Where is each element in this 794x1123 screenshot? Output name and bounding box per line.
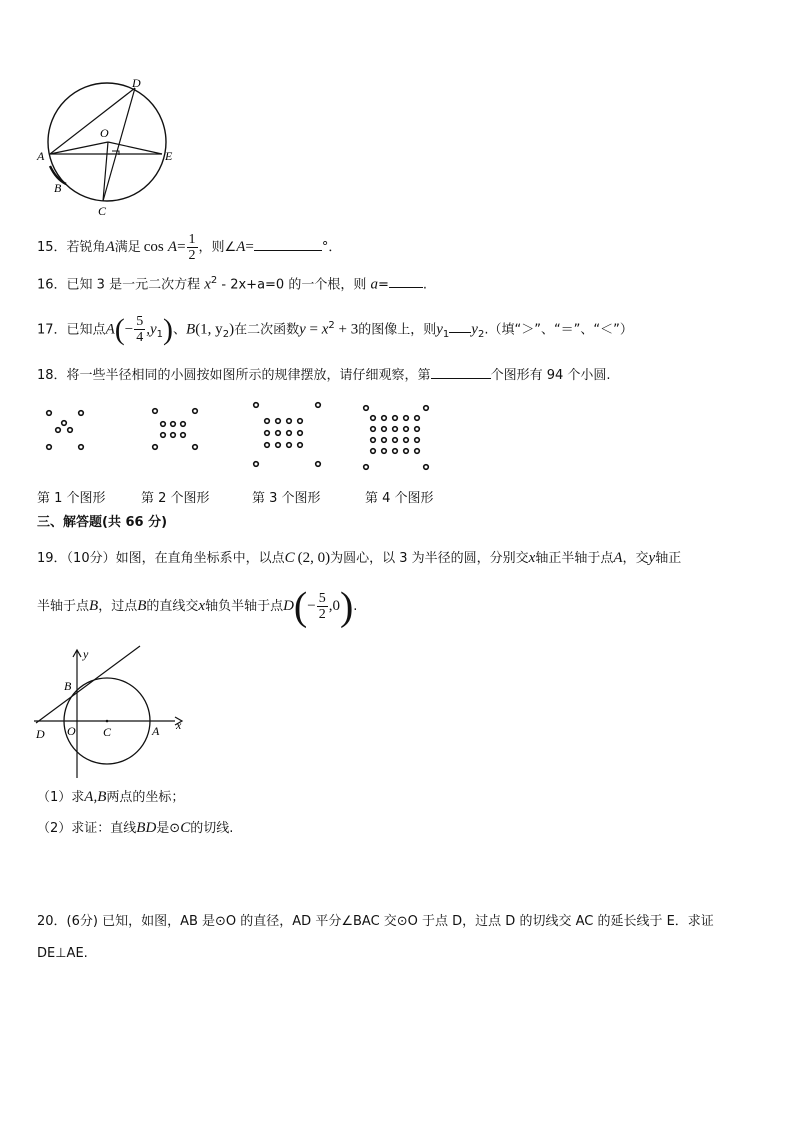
small-circle	[265, 419, 270, 424]
q15-frac-num: 1	[188, 232, 196, 247]
small-circle	[254, 403, 259, 408]
small-circle	[287, 431, 292, 436]
q17-text5: .（填“＞”、“＝”、“＜”）	[484, 322, 633, 338]
small-circle	[382, 416, 387, 421]
small-circle	[382, 427, 387, 432]
question-17	[37, 311, 633, 350]
q16-text4: .	[422, 277, 428, 293]
q17-y1: y	[436, 321, 443, 338]
q17-sub1: 1	[156, 328, 163, 340]
small-circle	[79, 445, 84, 450]
label-d: D	[132, 76, 141, 90]
small-circle	[276, 443, 281, 448]
q19-var-x: x	[528, 550, 536, 566]
small-circle	[404, 416, 409, 421]
small-circle	[316, 403, 321, 408]
q17-text1: 已知点	[66, 322, 106, 338]
small-circle	[47, 445, 52, 450]
q19-text1: 如图，在直角坐标系中，以点	[115, 551, 285, 566]
q17-paren-open: (	[114, 312, 125, 346]
q16-var-a: a	[370, 276, 378, 293]
q15-answer-blank[interactable]	[254, 236, 322, 251]
small-circle	[364, 406, 369, 411]
q18-answer-blank[interactable]	[431, 364, 491, 379]
small-circle	[153, 445, 158, 450]
label-a: A	[37, 149, 45, 163]
small-circle	[265, 443, 270, 448]
q18-number: 18．	[37, 368, 67, 383]
q17-number: 17．	[37, 322, 67, 338]
q19-var-y: y	[648, 550, 656, 566]
label-x: x	[176, 718, 182, 732]
q19-l2-end: .	[353, 599, 358, 614]
question-19-sub1	[37, 787, 184, 808]
small-circle	[415, 416, 420, 421]
small-circle	[193, 409, 198, 414]
small-circle	[404, 427, 409, 432]
question-16	[37, 271, 427, 295]
q17-fraction	[134, 314, 145, 345]
small-circle	[393, 449, 398, 454]
q17-y2-sub: 2	[477, 328, 485, 340]
q15-cos: cos	[143, 239, 164, 255]
q15-var-a2: A	[167, 239, 178, 255]
small-circle	[393, 416, 398, 421]
q16-text2: 的一个根，则	[284, 277, 371, 293]
q19-sub2-text: （2）求证：直线	[37, 821, 137, 836]
q19-text4: ，交	[622, 551, 649, 566]
circle-figure	[30, 75, 190, 220]
small-circle	[415, 438, 420, 443]
q15-eq: =	[177, 239, 186, 255]
q19-var-b: B	[89, 598, 99, 614]
small-circle	[287, 443, 292, 448]
q19-l2-text4: 轴负半轴于点	[205, 599, 284, 614]
q16-answer-blank[interactable]	[389, 273, 423, 288]
small-circle	[364, 465, 369, 470]
question-18	[37, 364, 611, 386]
q16-text1: 已知 3 是一元二次方程	[66, 277, 205, 293]
small-circle	[404, 438, 409, 443]
pattern-group	[47, 403, 429, 470]
small-circle	[161, 433, 166, 438]
section-3-title: 三、解答题(共 66 分)	[37, 515, 168, 530]
q17-sub2: 2	[222, 328, 230, 340]
small-circle	[287, 419, 292, 424]
q17-y1-sub: 1	[442, 328, 450, 340]
label-d: D	[36, 727, 45, 741]
q17-func-y: y	[299, 321, 306, 338]
label-y: y	[83, 647, 89, 661]
q19-text2: 为圆心，以 3 为半径的圆，分别交	[330, 551, 529, 566]
q19-point-c: (2, 0)	[297, 550, 331, 566]
small-circle	[424, 465, 429, 470]
q19-sub1-ab: A,B	[84, 789, 107, 805]
q15-number: 15．	[37, 240, 67, 255]
q17-func-sup: 2	[328, 320, 335, 331]
small-circle	[298, 419, 303, 424]
q17-coord-b-end: )	[229, 321, 235, 338]
q17-frac-den: 4	[136, 330, 144, 346]
q19-l2-text3: 的直线交	[146, 599, 199, 614]
small-circle	[79, 411, 84, 416]
pattern-label-3: 第 3 个图形	[252, 491, 321, 506]
small-circle	[265, 431, 270, 436]
q19-number: 19．	[37, 551, 67, 566]
label-c: C	[98, 204, 107, 218]
q15-text1: 若锐角	[66, 240, 106, 255]
small-circle	[371, 416, 376, 421]
small-circle	[181, 422, 186, 427]
q19-score: （10分）	[66, 551, 116, 566]
small-circle	[254, 462, 259, 467]
small-circle	[404, 449, 409, 454]
question-20-line1: 20．(6分) 已知，如图，AB 是⊙O 的直径，AD 平分∠BAC 交⊙O 于点 D，过点 D 的切线交 AC 的延长线于 E．求证	[37, 914, 714, 929]
q19-coord-rest: ,0	[328, 598, 340, 614]
small-circle	[171, 433, 176, 438]
segment-oe	[108, 142, 162, 154]
question-19-line2	[37, 583, 358, 629]
q17-var-b: B	[186, 321, 196, 338]
pattern-label-1: 第 1 个图形	[37, 491, 106, 506]
small-circle	[153, 409, 158, 414]
q17-paren-close: )	[163, 312, 173, 346]
q19-sub1-tail: 两点的坐标；	[106, 790, 185, 805]
small-circle	[298, 431, 303, 436]
small-circle	[298, 443, 303, 448]
q17-y2: y	[471, 321, 478, 338]
q16-eq-rest: - 2x+a=0	[217, 277, 285, 293]
small-circle	[415, 449, 420, 454]
small-circle	[371, 449, 376, 454]
small-circle	[382, 449, 387, 454]
q19-paren-open: (	[293, 583, 308, 629]
q17-coord-b: (1, y	[195, 321, 223, 338]
q19-text5: 轴正	[655, 551, 682, 566]
small-circle	[415, 427, 420, 432]
q15-fraction	[187, 232, 198, 263]
small-circle	[393, 438, 398, 443]
pattern-label-4: 第 4 个图形	[365, 491, 434, 506]
segment-ad	[50, 88, 135, 154]
q19-var-x2: x	[198, 598, 206, 614]
small-circle	[193, 445, 198, 450]
small-circle	[424, 406, 429, 411]
small-circle	[371, 427, 376, 432]
small-circle	[393, 427, 398, 432]
q19-sub2-text2: 的切线.	[190, 821, 234, 836]
q18-text2: 个图形有 94 个小圆.	[490, 368, 611, 383]
q15-var-a: A	[105, 239, 115, 255]
q15-text4: °．	[321, 240, 342, 255]
question-19-sub2	[37, 818, 233, 839]
label-c: C	[103, 725, 112, 739]
q19-var-c: C	[284, 550, 295, 566]
q17-func-rest: + 3	[334, 321, 359, 338]
center-dot	[106, 720, 109, 723]
q19-text3: 轴正半轴于点	[535, 551, 614, 566]
label-b: B	[54, 181, 62, 195]
coordinate-figure	[30, 642, 200, 782]
q19-l2-text2: ，过点	[98, 599, 138, 614]
label-b: B	[64, 679, 72, 693]
circle-pattern-figures	[30, 396, 450, 476]
q17-answer-blank[interactable]	[449, 318, 471, 333]
label-e: E	[165, 149, 173, 163]
q19-sub2-c: C	[180, 820, 191, 836]
small-circle	[371, 438, 376, 443]
q17-text3: 在二次函数	[234, 322, 300, 338]
small-circle	[161, 422, 166, 427]
q15-eq2: =	[245, 239, 254, 255]
label-a: A	[152, 724, 160, 738]
q19-frac-sign: −	[307, 598, 316, 614]
q19-var-d: D	[283, 598, 294, 614]
q15-text3: ，则∠	[198, 240, 237, 255]
q19-sub2-bd: BD	[136, 820, 157, 836]
question-20-line2: DE⊥AE.	[37, 946, 88, 961]
label-o: O	[100, 126, 109, 140]
q19-var-a: A	[613, 550, 623, 566]
small-circle	[276, 419, 281, 424]
q19-frac-num: 5	[318, 591, 326, 606]
q19-fraction	[317, 591, 328, 622]
q17-text4: 的图像上，则	[358, 322, 437, 338]
q19-paren-close: )	[339, 583, 354, 629]
question-19-line1	[37, 546, 681, 571]
question-15	[37, 232, 341, 263]
q17-frac-sign: −	[124, 321, 134, 338]
q16-number: 16．	[37, 277, 67, 293]
small-circle	[171, 422, 176, 427]
q16-eq-x: x	[204, 276, 211, 293]
q19-sub1-text: （1）求	[37, 790, 85, 805]
q15-frac-den: 2	[188, 248, 196, 263]
q17-func-eq: =	[305, 321, 322, 338]
q17-func-x: x	[321, 321, 329, 338]
q18-text1: 将一些半径相同的小圆按如图所示的规律摆放，请仔细观察，第	[66, 368, 431, 383]
q17-frac-num: 5	[136, 314, 144, 330]
q17-text2: 、	[173, 322, 187, 338]
label-o: O	[67, 724, 76, 738]
q19-l2-text1: 半轴于点	[37, 599, 90, 614]
small-circle	[47, 411, 52, 416]
q19-var-b2: B	[137, 598, 147, 614]
q17-var-a: A	[105, 321, 115, 338]
q15-var-a3: A	[236, 239, 246, 255]
small-circle	[68, 428, 73, 433]
q16-eq-sup: 2	[210, 275, 218, 286]
small-circle	[181, 433, 186, 438]
q17-coord-y1: ,y	[146, 321, 157, 338]
q19-frac-den: 2	[318, 607, 326, 622]
small-circle	[316, 462, 321, 467]
pattern-label-2: 第 2 个图形	[141, 491, 210, 506]
small-circle	[62, 421, 67, 426]
q16-text3: =	[377, 277, 389, 293]
q15-text2: 满足	[114, 240, 141, 255]
q19-sub2-text1: 是⊙	[156, 821, 181, 836]
small-circle	[382, 438, 387, 443]
small-circle	[276, 431, 281, 436]
small-circle	[56, 428, 61, 433]
